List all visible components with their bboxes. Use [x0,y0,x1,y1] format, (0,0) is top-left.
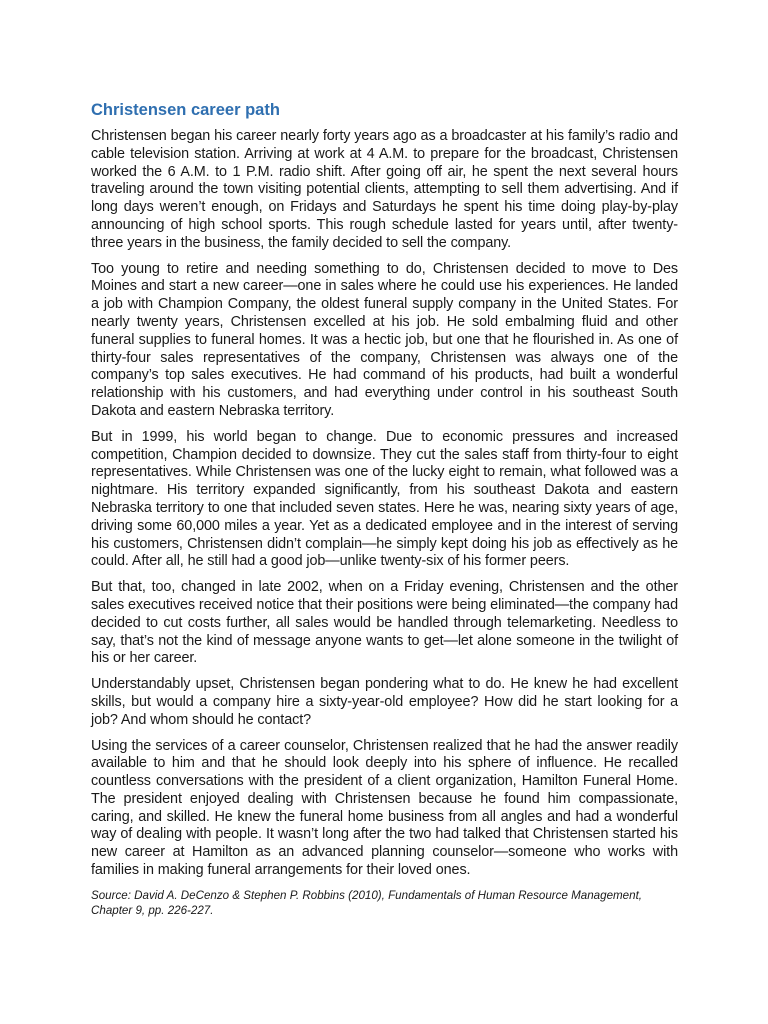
document-page [91,99,678,918]
source-citation: Source: David A. DeCenzo & Stephen P. Robbins (2010), Fundamentals of Human Resource Management, Chapter 9, pp. 226-227. [91,888,643,917]
section-title: Christensen career path [91,101,280,119]
paragraph-5: Understandably upset, Christensen began pondering what to do. He knew he had excellent skills, but would a company hire a sixty-year-old employee? How did he start looking for a job? And whom should he contact? [91,676,678,728]
paragraph-2: Too young to retire and needing something to do, Christensen decided to move to Des Moines and start a new career—one in sales where he could use his experiences. He landed a job with Champion Company, the oldest funeral supply company in the United States. For nearly twenty years, Christensen excelled at his job. He sold embalming fluid and other funeral supplies to funeral homes. It was a hectic job, but one that he flourished in. As one of thirty-four sales representatives of the company, Christensen was always one of the company’s top sales executives. He had command of his products, had built a wonderful relationship with his customers, and had everything under control in his southeast South Dakota and eastern Nebraska territory. [91,260,678,419]
paragraph-4: But that, too, changed in late 2002, when on a Friday evening, Christensen and the other sales executives received notice that their positions were being eliminated—the company had decided to cut costs further, all sales would be handled through telemarketing. Needless to say, that’s not the kind of message anyone wants to get—let alone someone in the twilight of his or her career. [91,579,678,667]
paragraph-6: Using the services of a career counselor, Christensen realized that he had the answer readily available to him and that he should look deeply into his sphere of influence. He recalled countless conversations with the president of a client organization, Hamilton Funeral Home. The president enjoyed dealing with Christensen because he found him compassionate, caring, and skilled. He knew the funeral home business from all angles and had a wonderful way of dealing with people. It wasn’t long after the two had talked that Christensen started his new career at Hamilton as an advanced planning counselor—someone who works with families in making funeral arrangements for their loved ones. [91,737,678,879]
paragraph-3: But in 1999, his world began to change. Due to economic pressures and increased competition, Champion decided to downsize. They cut the sales staff from thirty-four to eight representatives. While Christensen was one of the lucky eight to remain, what followed was a nightmare. His territory expanded significantly, from his southeast Dakota and eastern Nebraska territory to one that included seven states. Here he was, nearing sixty years of age, driving some 60,000 miles a year. Yet as a dedicated employee and in the interest of serving his customers, Christensen didn’t complain—he simply kept doing his job as effectively as he could. After all, he still had a good job—unlike twenty-six of his former peers. [91,428,678,570]
paragraph-1: Christensen began his career nearly forty years ago as a broadcaster at his family’s radio and cable television station. Arriving at work at 4 A.M. to prepare for the broadcast, Christensen worked the 6 A.M. to 1 P.M. radio shift. After going off air, he spent the next several hours traveling around the town visiting potential clients, attempting to sell them advertising. And if long days weren’t enough, on Fridays and Saturdays he spent his time doing play-by-play announcing of high school sports. This rough schedule lasted for years until, after twenty-three years in the business, the family decided to sell the company. [91,128,678,251]
